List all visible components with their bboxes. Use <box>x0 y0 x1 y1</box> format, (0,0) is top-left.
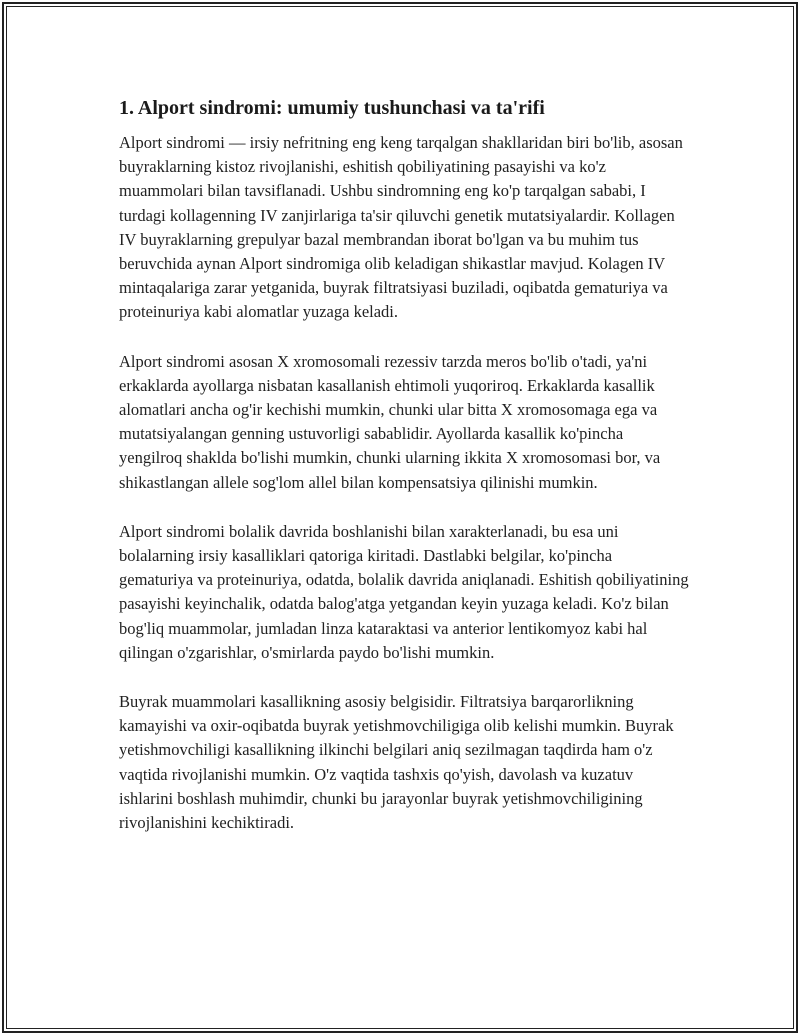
document-content <box>119 95 689 860</box>
paragraph-4: Buyrak muammolari kasallikning asosiy belgisidir. Filtratsiya barqarorlikning kamayishi va oxir-oqibatda buyrak yetishmovchiligiga olib kelishi mumkin. Buyrak yetishmovchiligi kasallikning ilkinchi belgilari aniq sezilmagan taqdirda ham o'z vaqtida rivojlanishi mumkin. O'z vaqtida tashxis qo'yish, davolash va kuzatuv ishlarini boshlash muhimdir, chunki bu jarayonlar buyrak yetishmovchiligining rivojlanishini kechiktiradi. <box>119 692 674 833</box>
paragraph-1: Alport sindromi — irsiy nefritning eng keng tarqalgan shakllaridan biri bo'lib, asosan buyraklarning kistoz rivojlanishi, eshitish qobiliyatining pasayishi va ko'z muammolari bilan tavsiflanadi. Ushbu sindromning eng ko'p tarqalgan sababi, I turdagi kollagenning IV zanjirlariga ta'sir qiluvchi genetik mutatsiyalardir. Kollagen IV buyraklarning grepulyar bazal membrandan iborat bo'lgan va bu muhim tus beruvchida aynan Alport sindromiga olib keladigan shikastlar mavjud. Kolagen IV mintaqalariga zarar yetganida, buyrak filtratsiyasi buziladi, oqibatda gematuriya va proteinuriya kabi alomatlar yuzaga keladi. <box>119 133 683 322</box>
paragraph-3: Alport sindromi bolalik davrida boshlanishi bilan xarakterlanadi, bu esa uni bolalarning irsiy kasalliklari qatoriga kiritadi. Dastlabki belgilar, ko'pincha gematuriya va proteinuriya, odatda, bolalik davrida aniqlanadi. Eshitish qobiliyatining pasayishi keyinchalik, odatda balog'atga yetgandan keyin yuzaga keladi. Ko'z bilan bog'liq muammolar, jumladan linza kataraktasi va anterior lentikomyoz kabi hal qilingan o'zgarishlar, o'smirlarda paydo bo'lishi mumkin. <box>119 521 689 662</box>
paragraph-2: Alport sindromi asosan X xromosomali rezessiv tarzda meros bo'lib o'tadi, ya'ni erkaklarda ayollarga nisbatan kasallanish ehtimoli yuqoriroq. Erkaklarda kasallik alomatlari ancha og'ir kechishi mumkin, chunki ular bitta X xromosomaga ega va mutatsiyalangan genning ustuvorligi sabablidir. Ayollarda kasallik ko'pincha yengilroq shaklda bo'lishi mumkin, chunki ularning ikkita X xromosomasi bor, va shikastlangan allele sog'lom allel bilan kompensatsiya qilinishi mumkin. <box>119 351 661 492</box>
section-title: 1. Alport sindromi: umumiy tushunchasi va ta'rifi <box>119 97 545 119</box>
document-page <box>6 6 794 1029</box>
